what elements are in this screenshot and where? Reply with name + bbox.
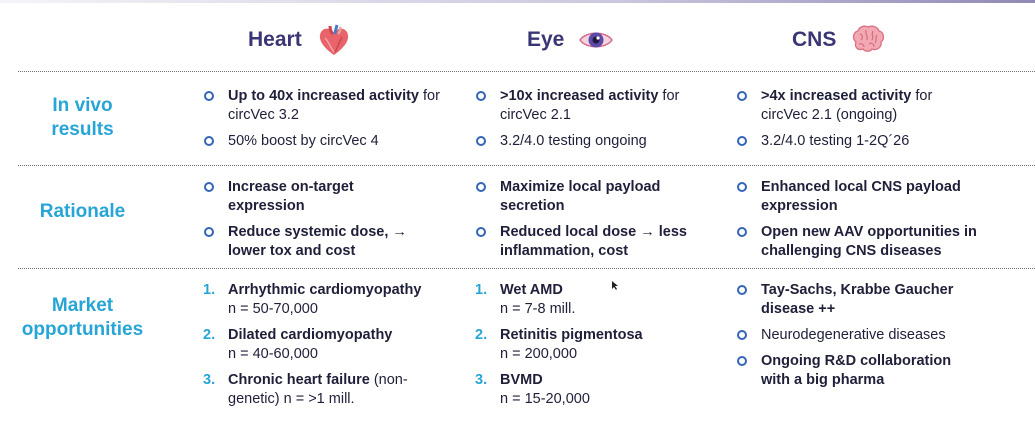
heart-icon [316, 22, 352, 58]
list-item: Neurodegenerative diseases [736, 326, 976, 345]
list-item: 3.2/4.0 testing 1-2Q´26 [736, 132, 976, 151]
list-item: 3.2/4.0 testing ongoing [475, 132, 730, 151]
market-eye-cell [475, 281, 730, 416]
list-item: Up to 40x increased activity for circVec 3.2 [203, 87, 458, 125]
list-item: 1. Arrhythmic cardiomyopathy n = 50-70,000 [203, 282, 422, 317]
rationale-heart-cell [203, 178, 413, 268]
row-label-in-vivo-results: In vivo results [51, 95, 114, 140]
list-item: >4x increased activity for circVec 2.1 (ongoing) [736, 87, 976, 125]
bullet-icon [476, 182, 486, 192]
column-header-heart [248, 18, 352, 62]
eye-icon [578, 22, 614, 58]
list-item: 3. BVMD n = 15-20,000 [475, 372, 590, 407]
list-item: Reduced local dose → less inflammation, cost [475, 223, 690, 261]
list-item: 1. Wet AMD n = 7-8 mill. [475, 282, 576, 317]
bullet-icon [737, 136, 747, 146]
bullet-icon [204, 182, 214, 192]
list-item: Enhanced local CNS payload expression [736, 178, 981, 216]
bullet-icon [476, 91, 486, 101]
market-heart-cell [203, 281, 443, 416]
rationale-cns-cell [736, 178, 981, 268]
bullet-icon [737, 91, 747, 101]
list-item: 2. Retinitis pigmentosa n = 200,000 [475, 327, 643, 362]
list-item: Open new AAV opportunities in challenging CNS diseases [736, 223, 981, 261]
row-separator [18, 165, 1035, 166]
list-item: Reduce systemic dose, → lower tox and cost [203, 223, 413, 261]
bullet-icon [737, 356, 747, 366]
column-header-cns [792, 18, 886, 62]
bullet-icon [737, 285, 747, 295]
invivo-heart-cell [203, 87, 458, 158]
list-item: 50% boost by circVec 4 [203, 132, 458, 151]
top-rule [0, 0, 1035, 3]
row-separator [18, 71, 1035, 72]
row-label-market-opportunities: Market opportunities [21, 295, 144, 340]
market-cns-cell [736, 281, 976, 397]
list-item: Increase on-target expression [203, 178, 413, 216]
list-item: Maximize local payload secretion [475, 178, 690, 216]
row-label-rationale: Rationale [39, 201, 126, 222]
list-item: Tay-Sachs, Krabbe Gaucher disease ++ [736, 281, 976, 319]
invivo-cns-cell [736, 87, 976, 158]
list-item: 3. Chronic heart failure (non-genetic) n = >1 mill. [203, 372, 408, 407]
invivo-eye-cell [475, 87, 730, 158]
list-item: >10x increased activity for circVec 2.1 [475, 87, 730, 125]
mouse-cursor-icon [612, 281, 618, 290]
column-header-eye [527, 18, 614, 62]
bullet-icon [204, 91, 214, 101]
bullet-icon [476, 227, 486, 237]
row-separator [18, 268, 1035, 269]
bullet-icon [204, 136, 214, 146]
rationale-eye-cell [475, 178, 690, 268]
eye-title: Eye [527, 28, 565, 51]
bullet-icon [476, 136, 486, 146]
cns-title: CNS [792, 28, 837, 51]
bullet-icon [204, 227, 214, 237]
bullet-icon [737, 182, 747, 192]
list-item: Ongoing R&D collaboration with a big pharma [736, 352, 976, 390]
bullet-icon [737, 227, 747, 237]
list-item: 2. Dilated cardiomyopathy n = 40-60,000 [203, 327, 393, 362]
brain-icon [850, 22, 886, 58]
bullet-icon [737, 330, 747, 340]
heart-title: Heart [248, 28, 302, 51]
